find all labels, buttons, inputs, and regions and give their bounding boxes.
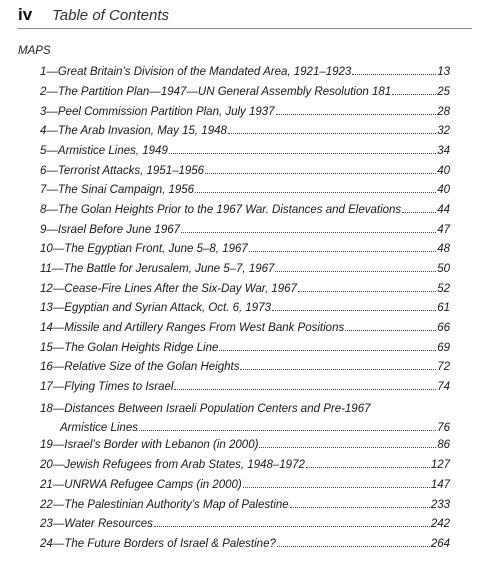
dot-leader xyxy=(139,430,436,431)
toc-entry[interactable] xyxy=(40,221,450,240)
toc-entry-page: 69 xyxy=(437,342,450,354)
toc-entry-title: 15—The Golan Heights Ridge Line xyxy=(40,342,219,354)
toc-entry[interactable] xyxy=(40,201,450,220)
dot-leader xyxy=(174,389,436,390)
toc-entry[interactable] xyxy=(40,339,450,358)
toc-entry-title-continuation: Armistice Lines xyxy=(60,422,138,434)
toc-entry[interactable] xyxy=(40,358,450,377)
toc-entry-title: 20—Jewish Refugees from Arab States, 1948–1972 xyxy=(40,459,305,471)
toc-entry-page: 86 xyxy=(437,439,450,451)
toc-entry-page: 13 xyxy=(437,66,450,78)
toc-entry[interactable] xyxy=(40,400,450,438)
section-heading: MAPS xyxy=(18,45,51,57)
dot-leader xyxy=(243,487,430,488)
dot-leader xyxy=(154,526,430,527)
toc-entry-title: 23—Water Resources xyxy=(40,518,153,530)
toc-entry-title: 1—Great Britain’s Division of the Mandated Area, 1921–1923 xyxy=(40,66,352,78)
dot-leader xyxy=(259,447,436,448)
toc-entry[interactable] xyxy=(40,280,450,299)
dot-leader xyxy=(345,330,436,331)
toc-entry-page: 40 xyxy=(437,165,450,177)
toc-entry-title: 9—Israel Before June 1967 xyxy=(40,224,181,236)
toc-entry[interactable] xyxy=(40,378,450,397)
dot-leader xyxy=(228,133,436,134)
toc-entry-page: 61 xyxy=(437,302,450,314)
toc-entry-title: 16—Relative Size of the Golan Heights xyxy=(40,361,240,373)
toc-entry-page: 50 xyxy=(437,263,450,275)
dot-leader xyxy=(275,271,436,272)
dot-leader xyxy=(352,74,436,75)
toc-entry-page: 48 xyxy=(437,243,450,255)
toc-entry-title: 13—Egyptian and Syrian Attack, Oct. 6, 1973 xyxy=(40,302,271,314)
toc-entry[interactable] xyxy=(40,240,450,259)
running-title: Table of Contents xyxy=(52,7,170,24)
toc-entry-page: 233 xyxy=(430,499,450,511)
toc-entry[interactable] xyxy=(40,122,450,141)
toc-entry-page: 40 xyxy=(437,184,450,196)
toc-entry-page: 25 xyxy=(437,86,450,98)
dot-leader xyxy=(402,212,436,213)
toc-entry[interactable] xyxy=(40,63,450,82)
dot-leader xyxy=(276,114,437,115)
dot-leader xyxy=(290,507,430,508)
toc-entry[interactable] xyxy=(40,535,450,554)
toc-entry-title: 2—The Partition Plan—1947—UN General Assembly Resolution 181 xyxy=(40,86,392,98)
toc-entry-title: 5—Armistice Lines, 1949 xyxy=(40,145,168,157)
toc-entry-title: 18—Distances Between Israeli Population Centers and Pre-1967 xyxy=(40,403,371,415)
toc-entry-title: 21—UNRWA Refugee Camps (in 2000) xyxy=(40,479,242,491)
toc-entry-title: 4—The Arab Invasion, May 15, 1948 xyxy=(40,125,227,137)
toc-entry-title: 10—The Egyptian Front, June 5–8, 1967 xyxy=(40,243,248,255)
toc-entry-page: 74 xyxy=(437,381,450,393)
toc-entry[interactable] xyxy=(40,515,450,534)
toc-entry[interactable] xyxy=(40,162,450,181)
dot-leader xyxy=(298,291,436,292)
dot-leader xyxy=(240,369,436,370)
toc-entry-page: 242 xyxy=(430,518,450,530)
toc-entry-title: 12—Cease-Fire Lines After the Six-Day War, 1967 xyxy=(40,283,297,295)
toc-entry[interactable] xyxy=(40,142,450,161)
toc-entry-title: 11—The Battle for Jerusalem, June 5–7, 1967 xyxy=(40,263,275,275)
toc-entry[interactable] xyxy=(40,181,450,200)
toc-entry[interactable] xyxy=(40,436,450,455)
dot-leader xyxy=(181,232,436,233)
toc-entry[interactable] xyxy=(40,456,450,475)
toc-entry-page: 32 xyxy=(437,125,450,137)
toc-entry-title: 14—Missile and Artillery Ranges From West Bank Positions xyxy=(40,322,345,334)
dot-leader xyxy=(205,173,436,174)
toc-entry[interactable] xyxy=(40,319,450,338)
dot-leader xyxy=(306,467,430,468)
toc-entry[interactable] xyxy=(40,299,450,318)
toc-entry-page: 127 xyxy=(430,459,450,471)
toc-entry-title: 24—The Future Borders of Israel & Palestine? xyxy=(40,538,276,550)
toc-entry-title: 8—The Golan Heights Prior to the 1967 War. Distances and Elevations xyxy=(40,204,402,216)
toc-entry[interactable] xyxy=(40,83,450,102)
toc-entry-page: 76 xyxy=(437,422,450,434)
dot-leader xyxy=(277,546,430,547)
toc-entry-page: 28 xyxy=(437,106,450,118)
toc-entry-title: 7—The Sinai Campaign, 1956 xyxy=(40,184,195,196)
toc-entry-page: 47 xyxy=(437,224,450,236)
toc-entry-page: 66 xyxy=(437,322,450,334)
toc-entry[interactable] xyxy=(40,260,450,279)
toc-entry-page: 72 xyxy=(437,361,450,373)
toc-entry-page: 147 xyxy=(430,479,450,491)
toc-entry-page: 44 xyxy=(437,204,450,216)
toc-entry-title: 19—Israel’s Border with Lebanon (in 2000) xyxy=(40,439,259,451)
toc-entry-title: 17—Flying Times to Israel xyxy=(40,381,174,393)
dot-leader xyxy=(219,350,436,351)
toc-entry-title: 6—Terrorist Attacks, 1951–1956 xyxy=(40,165,205,177)
page-number: iv xyxy=(18,5,33,24)
dot-leader xyxy=(169,153,436,154)
toc-entry-title: 22—The Palestinian Authority’s Map of Palestine xyxy=(40,499,289,511)
dot-leader xyxy=(249,251,436,252)
toc-entry[interactable] xyxy=(40,496,450,515)
toc-entry-page: 264 xyxy=(430,538,450,550)
toc-entry-page: 34 xyxy=(437,145,450,157)
toc-entry[interactable] xyxy=(40,103,450,122)
toc-entry[interactable] xyxy=(40,476,450,495)
dot-leader xyxy=(195,192,436,193)
dot-leader xyxy=(272,310,436,311)
dot-leader xyxy=(392,94,436,95)
toc-entry-page: 52 xyxy=(437,283,450,295)
toc-entry-title: 3—Peel Commission Partition Plan, July 1937 xyxy=(40,106,275,118)
